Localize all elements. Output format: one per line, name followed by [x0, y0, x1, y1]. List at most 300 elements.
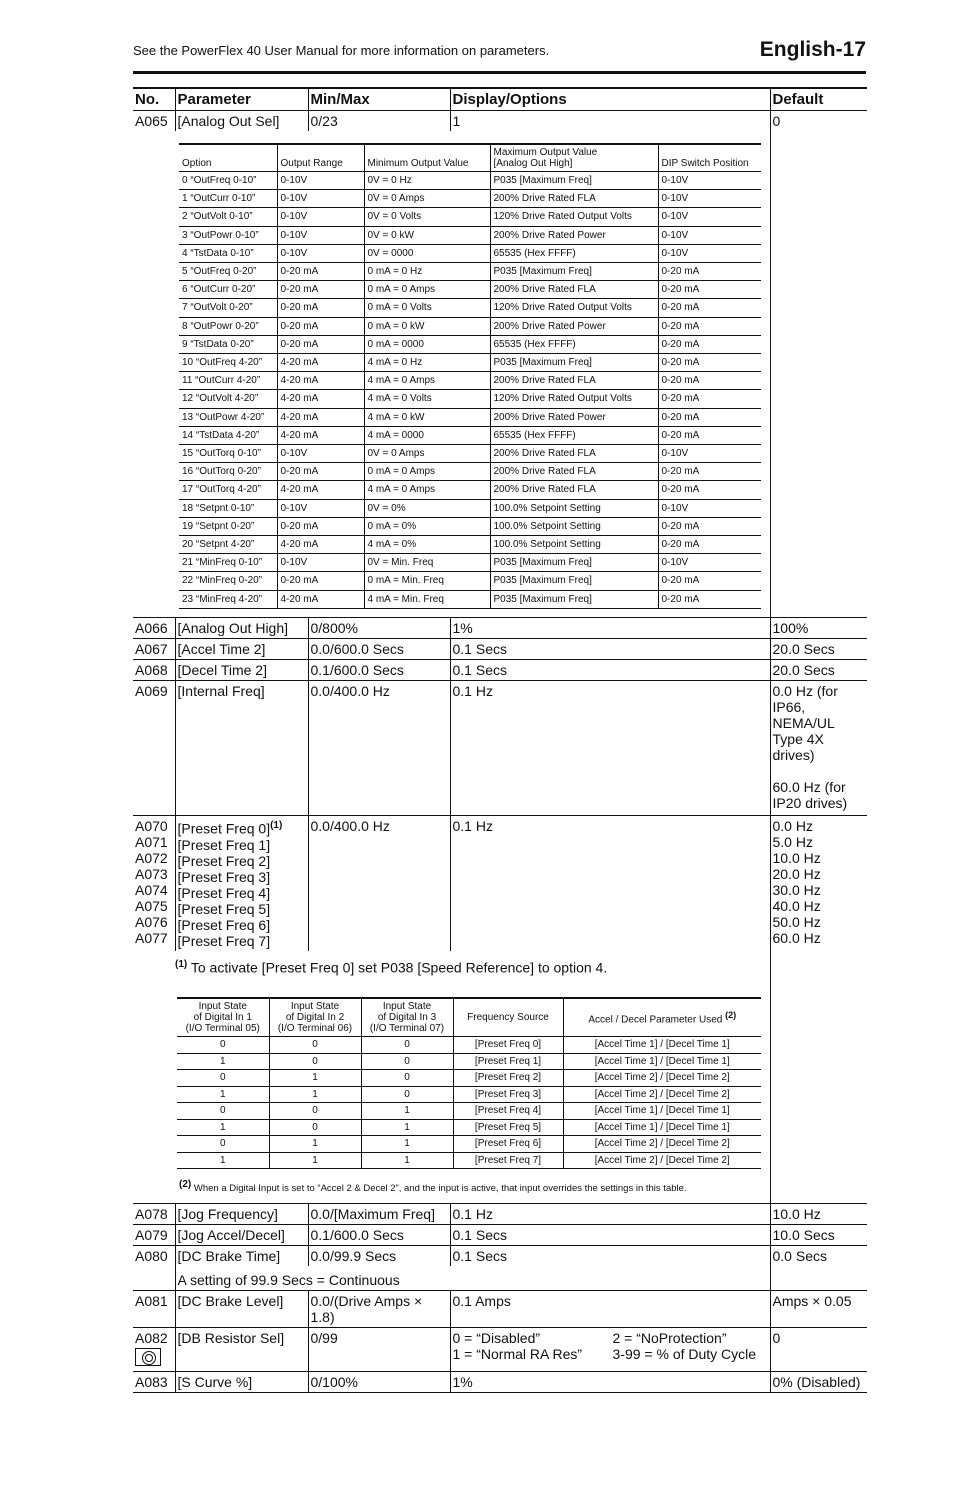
param-name: [S Curve %]: [175, 1372, 308, 1393]
options-row: [179, 244, 761, 262]
options-cell: 0V = 0%: [364, 499, 490, 517]
options-row: [179, 317, 761, 335]
options-cell: 3 “OutPowr 0-10”: [179, 226, 277, 244]
options-row: [179, 536, 761, 554]
param-name: [Internal Freq]: [175, 680, 308, 815]
options-cell: 0 mA = 0000: [364, 335, 490, 353]
param-no: A082: [135, 1330, 168, 1347]
param-minmax: 0/99: [308, 1328, 450, 1372]
options-cell: 10 “OutFreq 4-20”: [179, 354, 277, 372]
options-cell: 4-20 mA: [277, 481, 364, 499]
param-default: 50.0 Hz: [772, 913, 821, 930]
param-default: 10.0 Hz: [770, 1204, 867, 1225]
options-row: [179, 335, 761, 353]
options-cell: 65535 (Hex FFFF): [490, 426, 658, 444]
options-cell: 8 “OutPowr 0-20”: [179, 317, 277, 335]
options-cell: 200% Drive Rated Power: [490, 317, 658, 335]
param-minmax: 0.0/600.0 Secs: [308, 638, 450, 659]
param-default: 0.0 Hz (for IP66, NEMA/UL Type 4X drives): [772, 682, 838, 763]
options-cell: 120% Drive Rated Output Volts: [490, 299, 658, 317]
options-cell: 100.0% Setpoint Setting: [490, 499, 658, 517]
options-cell: 23 “MinFreq 4-20”: [179, 590, 277, 608]
options-row: [179, 281, 761, 299]
param-no: A067: [133, 638, 175, 659]
options-cell: 200% Drive Rated FLA: [490, 481, 658, 499]
preset-cell: 0: [269, 1119, 361, 1136]
preset-header-text: Frequency Source: [467, 1012, 549, 1024]
param-minmax: 0/100%: [308, 1372, 450, 1393]
options-row: [179, 554, 761, 572]
preset-freq-detail-row: [133, 951, 867, 1204]
options-cell: 100.0% Setpoint Setting: [490, 536, 658, 554]
option-1: 1 = “Normal RA Res”: [452, 1346, 583, 1363]
options-cell: 0-20 mA: [658, 281, 761, 299]
options-cell: 0-20 mA: [658, 463, 761, 481]
preset-cell: [Preset Freq 6]: [453, 1136, 563, 1153]
options-cell: 0V = 0000: [364, 244, 490, 262]
options-cell: 18 “Setpnt 0-10”: [179, 499, 277, 517]
param-default: 0: [772, 113, 781, 129]
options-cell: 4-20 mA: [277, 390, 364, 408]
options-row: [179, 299, 761, 317]
options-cell: 200% Drive Rated FLA: [490, 281, 658, 299]
options-cell: 0 mA = 0 Hz: [364, 263, 490, 281]
param-display: 0.1 Hz: [450, 1204, 770, 1225]
param-row-preset-freq: [133, 815, 867, 950]
options-cell: 4 “TstData 0-10”: [179, 244, 277, 262]
options-cell: 21 “MinFreq 0-10”: [179, 554, 277, 572]
preset-header-text: Input State of Digital In 3 (I/O Terminal 07): [369, 1001, 445, 1035]
options-row: [179, 263, 761, 281]
param-minmax: 0.0/(Drive Amps × 1.8): [308, 1291, 450, 1328]
options-cell: 9 “TstData 0-20”: [179, 335, 277, 353]
preset-header-cell: [177, 998, 269, 1037]
options-row: [179, 208, 761, 226]
options-cell: 200% Drive Rated FLA: [490, 463, 658, 481]
preset-cell: [Accel Time 1] / [Decel Time 1]: [563, 1053, 761, 1070]
param-row-a082: [133, 1328, 867, 1372]
param-row-a065: [133, 111, 867, 132]
options-cell: 15 “OutTorq 0-10”: [179, 445, 277, 463]
col-header-display: Display/Options: [450, 88, 770, 111]
preset-nos: [133, 815, 175, 950]
preset-cell: [Accel Time 2] / [Decel Time 2]: [563, 1086, 761, 1103]
col-header-minmax: Min/Max: [308, 88, 450, 111]
options-cell: 0V = 0 Hz: [364, 172, 490, 190]
options-cell: 0V = Min. Freq: [364, 554, 490, 572]
options-cell: 0-10V: [277, 226, 364, 244]
options-cell: 6 “OutCurr 0-20”: [179, 281, 277, 299]
options-cell: 0-10V: [277, 190, 364, 208]
param-minmax: 0.0/[Maximum Freq]: [308, 1204, 450, 1225]
options-cell: 2 “OutVolt 0-10”: [179, 208, 277, 226]
preset-cell: 1: [177, 1053, 269, 1070]
param-row-a069: [133, 680, 867, 815]
footnote-text: When a Digital Input is set to “Accel 2 & Decel 2”, and the input is active, that input overrides the settings in this table.: [191, 1183, 687, 1195]
param-no: A079: [133, 1225, 175, 1246]
preset-cell: 1: [269, 1070, 361, 1087]
preset-cell: 1: [177, 1086, 269, 1103]
options-row: [179, 590, 761, 608]
preset-cell: [Accel Time 1] / [Decel Time 1]: [563, 1103, 761, 1120]
preset-cell: 1: [361, 1103, 453, 1120]
footnote-2: [175, 1173, 770, 1203]
footnote-marker: (1): [175, 958, 188, 970]
col-header-parameter: Parameter: [175, 88, 308, 111]
options-cell: 0-10V: [658, 244, 761, 262]
preset-cell: 1: [269, 1152, 361, 1169]
options-cell: P035 [Maximum Freq]: [490, 572, 658, 590]
param-no: A074: [135, 881, 168, 898]
preset-header-cell: [563, 998, 761, 1037]
param-no: A083: [133, 1372, 175, 1393]
param-minmax: 0.0/99.9 Secs: [308, 1246, 450, 1267]
options-row: [179, 408, 761, 426]
parameter-table: [133, 87, 867, 1393]
top-rule: [133, 71, 866, 74]
preset-header-cell: [361, 998, 453, 1037]
options-cell: P035 [Maximum Freq]: [490, 554, 658, 572]
option-0: 0 = “Disabled”: [452, 1330, 541, 1347]
options-cell: 100.0% Setpoint Setting: [490, 517, 658, 535]
preset-row: [177, 1037, 761, 1054]
options-cell: P035 [Maximum Freq]: [490, 172, 658, 190]
param-name: [DC Brake Level]: [175, 1291, 308, 1328]
param-no: A070: [135, 817, 168, 834]
preset-row: [177, 1053, 761, 1070]
preset-header-text: Input State of Digital In 2 (I/O Terminal 06): [277, 1001, 353, 1035]
preset-freq-table: [177, 997, 761, 1169]
param-default: Amps × 0.05: [770, 1291, 867, 1328]
options-cell: 0-20 mA: [658, 299, 761, 317]
param-default: 0: [770, 1328, 867, 1372]
options-cell: 0-20 mA: [658, 390, 761, 408]
preset-header-row: [177, 998, 761, 1037]
options-row: [179, 517, 761, 535]
preset-cell: 0: [177, 1136, 269, 1153]
options-cell: 0 mA = 0 kW: [364, 317, 490, 335]
param-default: 20.0 Secs: [770, 659, 867, 680]
param-display: 0.1 Hz: [450, 815, 770, 950]
param-default: 0% (Disabled): [770, 1372, 867, 1393]
options-header-row: [179, 144, 761, 172]
param-default-ip20: 60.0 Hz (for IP20 drives): [772, 778, 848, 811]
options-cell: 0-10V: [658, 554, 761, 572]
param-name: [DB Resistor Sel]: [175, 1328, 308, 1372]
options-cell: 4 mA = 0 kW: [364, 408, 490, 426]
param-display: 0.1 Secs: [450, 659, 770, 680]
param-name: [Preset Freq 4]: [177, 884, 271, 901]
options-cell: 200% Drive Rated Power: [490, 226, 658, 244]
options-cell: 14 “TstData 4-20”: [179, 426, 277, 444]
options-cell: 0-20 mA: [277, 317, 364, 335]
options-cell: 0-10V: [658, 445, 761, 463]
param-minmax: 0/800%: [308, 617, 450, 638]
param-note: A setting of 99.9 Secs = Continuous: [175, 1266, 770, 1291]
preset-cell: [Accel Time 1] / [Decel Time 1]: [563, 1037, 761, 1054]
param-name: [Analog Out Sel]: [175, 111, 308, 132]
options-row: [179, 572, 761, 590]
options-cell: 4-20 mA: [277, 426, 364, 444]
param-no: A069: [133, 680, 175, 815]
param-no: A076: [135, 913, 168, 930]
options-cell: 0 mA = 0 Volts: [364, 299, 490, 317]
param-display: 1: [450, 111, 770, 132]
preset-cell: [Accel Time 2] / [Decel Time 2]: [563, 1136, 761, 1153]
param-minmax: 0.0/400.0 Hz: [308, 680, 450, 815]
options-cell: 0-20 mA: [658, 590, 761, 608]
param-display: 0.1 Secs: [450, 638, 770, 659]
options-cell: 0-20 mA: [658, 263, 761, 281]
options-cell: 0-10V: [277, 445, 364, 463]
options-cell: 0-10V: [658, 208, 761, 226]
param-name: [DC Brake Time]: [175, 1246, 308, 1267]
options-cell: 0-20 mA: [277, 281, 364, 299]
options-cell: 0-20 mA: [277, 463, 364, 481]
param-name: [Analog Out High]: [175, 617, 308, 638]
param-no: A081: [133, 1291, 175, 1328]
preset-cell: 0: [177, 1103, 269, 1120]
options-cell: 0-20 mA: [658, 335, 761, 353]
param-row-a080: [133, 1246, 867, 1267]
page-label: English-17: [759, 38, 866, 61]
param-name: [Preset Freq 6]: [177, 916, 271, 933]
preset-cell: 0: [269, 1103, 361, 1120]
preset-cell: [Accel Time 2] / [Decel Time 2]: [563, 1152, 761, 1169]
options-cell: 0-20 mA: [658, 317, 761, 335]
param-no: A071: [135, 833, 168, 850]
preset-cell: 1: [269, 1086, 361, 1103]
options-cell: 0 mA = Min. Freq: [364, 572, 490, 590]
options-cell: 0V = 0 Amps: [364, 445, 490, 463]
preset-cell: [Preset Freq 7]: [453, 1152, 563, 1169]
param-name: [Accel Time 2]: [175, 638, 308, 659]
preset-row: [177, 1086, 761, 1103]
preset-header-cell: [453, 998, 563, 1037]
options-cell: 0V = 0 Volts: [364, 208, 490, 226]
options-cell: 1 “OutCurr 0-10”: [179, 190, 277, 208]
options-cell: 0-20 mA: [658, 481, 761, 499]
options-cell: 0-20 mA: [277, 335, 364, 353]
preset-cell: [Preset Freq 5]: [453, 1119, 563, 1136]
preset-cell: 1: [269, 1136, 361, 1153]
options-cell: 0-10V: [658, 499, 761, 517]
param-name: [Preset Freq 5]: [177, 900, 271, 917]
preset-cell: [Preset Freq 3]: [453, 1086, 563, 1103]
options-cell: 22 “MinFreq 0-20”: [179, 572, 277, 590]
param-no: A080: [133, 1246, 175, 1267]
options-cell: 4 mA = 0 Amps: [364, 481, 490, 499]
param-default: 40.0 Hz: [772, 897, 821, 914]
options-row: [179, 354, 761, 372]
preset-header-cell: [269, 998, 361, 1037]
options-cell: 0-20 mA: [658, 536, 761, 554]
param-default: 100%: [770, 617, 867, 638]
options-cell: 0-20 mA: [277, 263, 364, 281]
options-cell: 0-20 mA: [277, 299, 364, 317]
options-cell: 4 mA = 0 Amps: [364, 372, 490, 390]
preset-row: [177, 1103, 761, 1120]
options-cell: 0-20 mA: [658, 372, 761, 390]
options-row: [179, 226, 761, 244]
footnote-marker: (2): [725, 1010, 737, 1021]
param-no: A068: [133, 659, 175, 680]
option-3-99: 3-99 = % of Duty Cycle: [612, 1346, 757, 1363]
options-cell: 7 “OutVolt 0-20”: [179, 299, 277, 317]
options-cell: 200% Drive Rated FLA: [490, 190, 658, 208]
preset-cell: 0: [361, 1037, 453, 1054]
options-cell: P035 [Maximum Freq]: [490, 590, 658, 608]
options-cell: 0 mA = 0 Amps: [364, 281, 490, 299]
param-default: 10.0 Hz: [772, 849, 821, 866]
footnote-marker: (2): [179, 1179, 192, 1191]
preset-params: [175, 815, 308, 950]
param-no: A075: [135, 897, 168, 914]
param-default: 5.0 Hz: [772, 833, 813, 850]
options-cell: 120% Drive Rated Output Volts: [490, 208, 658, 226]
options-cell: 0-20 mA: [658, 408, 761, 426]
param-name: [Jog Accel/Decel]: [175, 1225, 308, 1246]
options-cell: 200% Drive Rated FLA: [490, 445, 658, 463]
preset-defaults: [770, 815, 867, 950]
options-cell: 4-20 mA: [277, 354, 364, 372]
options-cell: 13 “OutPowr 4-20”: [179, 408, 277, 426]
param-name: [Decel Time 2]: [175, 659, 308, 680]
options-cell: 0-20 mA: [658, 572, 761, 590]
preset-cell: 1: [177, 1152, 269, 1169]
col-header-no: No.: [133, 88, 175, 111]
param-display: 0.1 Amps: [450, 1291, 770, 1328]
options-cell: 0V = 0 kW: [364, 226, 490, 244]
param-no: A072: [135, 849, 168, 866]
param-name: [Preset Freq 7]: [177, 932, 271, 949]
param-display: 0.1 Secs: [450, 1225, 770, 1246]
preset-cell: [Preset Freq 2]: [453, 1070, 563, 1087]
options-cell: 0 “OutFreq 0-10”: [179, 172, 277, 190]
analog-out-options-table: [179, 143, 761, 609]
options-row: [179, 372, 761, 390]
preset-cell: [Accel Time 2] / [Decel Time 2]: [563, 1070, 761, 1087]
options-cell: 0-10V: [658, 190, 761, 208]
options-cell: 200% Drive Rated Power: [490, 408, 658, 426]
param-default: 30.0 Hz: [772, 881, 821, 898]
options-header-cell: Maximum Output Value [Analog Out High]: [490, 144, 658, 172]
preset-cell: 1: [177, 1119, 269, 1136]
options-row: [179, 445, 761, 463]
options-cell: 0-10V: [277, 499, 364, 517]
preset-cell: 0: [177, 1070, 269, 1087]
preset-cell: 0: [269, 1037, 361, 1054]
preset-cell: 0: [361, 1053, 453, 1070]
options-header-cell: Minimum Output Value: [364, 144, 490, 172]
options-cell: 20 “Setpnt 4-20”: [179, 536, 277, 554]
param-name: [Preset Freq 2]: [177, 852, 271, 869]
preset-header-text: Accel / Decel Parameter Used: [588, 1014, 723, 1026]
options-row: [179, 463, 761, 481]
param-minmax: 0.1/600.0 Secs: [308, 659, 450, 680]
preset-cell: [Preset Freq 1]: [453, 1053, 563, 1070]
param-row-a083: [133, 1372, 867, 1393]
param-minmax: 0/23: [308, 111, 450, 132]
footnote-marker: (1): [270, 819, 283, 831]
preset-cell: 1: [361, 1119, 453, 1136]
options-cell: 65535 (Hex FFFF): [490, 335, 658, 353]
param-row-a067: [133, 638, 867, 659]
preset-cell: 1: [361, 1136, 453, 1153]
analog-out-options-row: [133, 131, 867, 617]
footnote-1: [175, 951, 770, 984]
preset-row: [177, 1119, 761, 1136]
options-row: [179, 390, 761, 408]
options-cell: 0-10V: [658, 226, 761, 244]
preset-row: [177, 1152, 761, 1169]
param-minmax: 0.0/400.0 Hz: [308, 815, 450, 950]
options-cell: 120% Drive Rated Output Volts: [490, 390, 658, 408]
options-cell: 4-20 mA: [277, 536, 364, 554]
param-display: 0.1 Secs: [450, 1246, 770, 1267]
param-name: [Preset Freq 3]: [177, 868, 271, 885]
options-cell: 200% Drive Rated FLA: [490, 372, 658, 390]
param-row-a079: [133, 1225, 867, 1246]
options-cell: 0-20 mA: [277, 572, 364, 590]
param-display: 0.1 Hz: [450, 680, 770, 815]
options-cell: 0V = 0 Amps: [364, 190, 490, 208]
param-display: 1%: [450, 617, 770, 638]
param-default: 0.0 Secs: [772, 1248, 827, 1265]
option-2: 2 = “NoProtection”: [612, 1330, 727, 1347]
param-default: 0.0 Hz: [772, 817, 813, 834]
options-cell: 0-10V: [277, 554, 364, 572]
preset-cell: [Preset Freq 0]: [453, 1037, 563, 1054]
options-cell: 16 “OutTorq 0-20”: [179, 463, 277, 481]
options-cell: 19 “Setpnt 0-20”: [179, 517, 277, 535]
options-cell: 17 “OutTorq 4-20”: [179, 481, 277, 499]
options-cell: P035 [Maximum Freq]: [490, 354, 658, 372]
col-header-default: Default: [770, 88, 867, 111]
preset-cell: 0: [361, 1086, 453, 1103]
preset-cell: 0: [177, 1037, 269, 1054]
param-row-a080-note: [133, 1266, 867, 1291]
options-cell: 0-20 mA: [658, 517, 761, 535]
options-cell: P035 [Maximum Freq]: [490, 263, 658, 281]
param-no: A077: [135, 929, 168, 946]
options-cell: 4 mA = 0000: [364, 426, 490, 444]
param-no: A073: [135, 865, 168, 882]
options-cell: 0-10V: [277, 172, 364, 190]
param-no: A065: [133, 111, 175, 132]
options-header-cell: Option: [179, 144, 277, 172]
param-minmax: 0.1/600.0 Secs: [308, 1225, 450, 1246]
options-cell: 11 “OutCurr 4-20”: [179, 372, 277, 390]
options-cell: 0-20 mA: [658, 426, 761, 444]
preset-row: [177, 1070, 761, 1087]
options-row: [179, 190, 761, 208]
param-row-a081: [133, 1291, 867, 1328]
preset-cell: [Preset Freq 4]: [453, 1103, 563, 1120]
options-cell: 5 “OutFreq 0-20”: [179, 263, 277, 281]
options-cell: 4 mA = 0%: [364, 536, 490, 554]
options-cell: 0 mA = 0 Amps: [364, 463, 490, 481]
param-row-a078: [133, 1204, 867, 1225]
param-name: [Preset Freq 1]: [177, 836, 271, 853]
options-cell: 12 “OutVolt 4-20”: [179, 390, 277, 408]
options-cell: 4 mA = 0 Volts: [364, 390, 490, 408]
footnote-text: To activate [Preset Freq 0] set P038 [Speed Reference] to option 4.: [187, 959, 608, 976]
options-cell: 4 mA = Min. Freq: [364, 590, 490, 608]
param-default: 20.0 Secs: [770, 638, 867, 659]
param-name: [Preset Freq 0]: [177, 820, 271, 837]
preset-cell: 0: [269, 1053, 361, 1070]
